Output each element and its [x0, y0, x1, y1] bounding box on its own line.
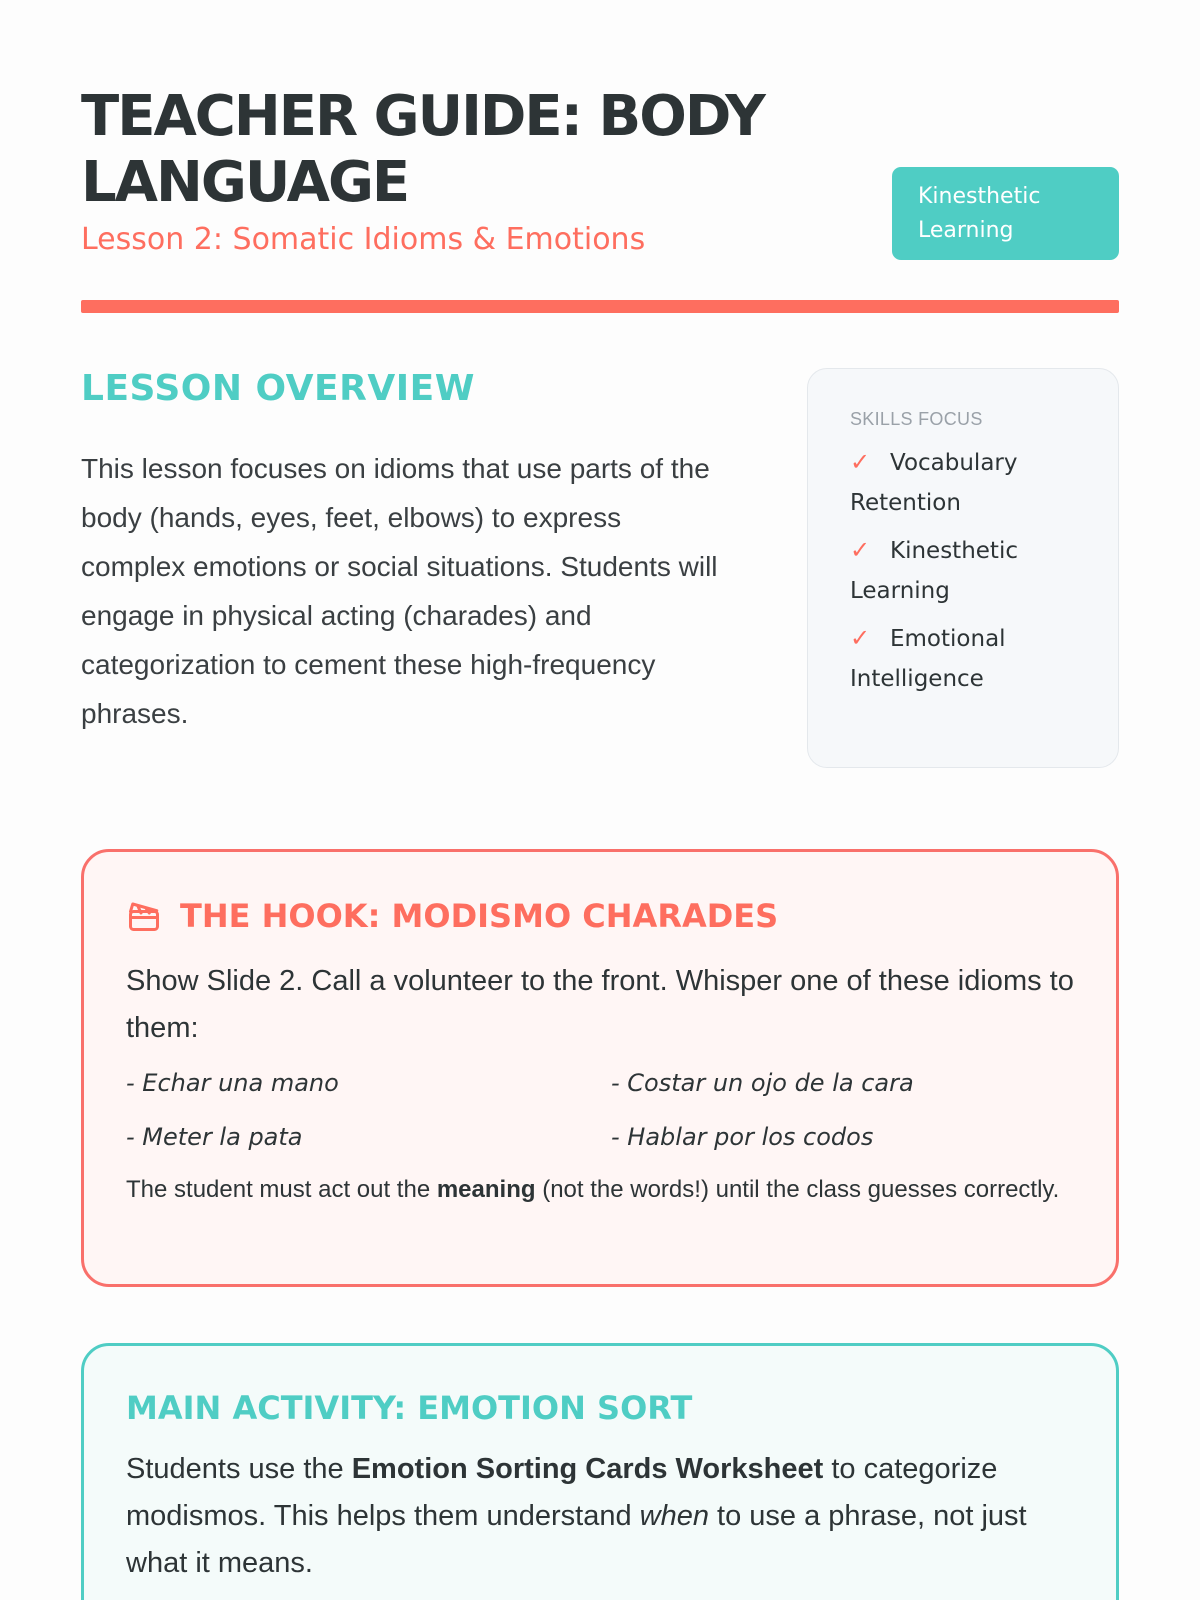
page-title: TEACHER GUIDE: BODY LANGUAGE — [81, 84, 764, 215]
main-activity-text — [126, 1446, 1076, 1587]
activity-text: Students use the — [126, 1453, 352, 1485]
skill-item — [850, 530, 1088, 611]
page-header — [81, 0, 1119, 300]
idiom-item: - Echar una mano — [126, 1069, 339, 1097]
clapperboard-icon — [126, 898, 162, 934]
skill-item — [850, 442, 1088, 523]
skill-label: Emotional Intelligence — [850, 626, 1006, 692]
main-activity-box — [81, 1343, 1119, 1600]
activity-emphasis: when — [639, 1500, 709, 1532]
idiom-item: - Costar un ojo de la cara — [611, 1069, 914, 1097]
lesson-subtitle: Lesson 2: Somatic Idioms & Emotions — [81, 222, 646, 257]
skills-label: SKILLS FOCUS — [850, 409, 983, 429]
hook-note — [126, 1170, 1076, 1210]
skills-focus-card — [807, 368, 1119, 768]
skill-label: Kinesthetic Learning — [850, 538, 1018, 604]
hook-intro: Show Slide 2. Call a volunteer to the front. Whisper one of these idioms to them: — [126, 965, 1074, 1044]
activity-text: to use a phrase, not just what it means. — [126, 1500, 1027, 1579]
note-emphasis: meaning — [436, 1176, 536, 1203]
check-icon: ✓ — [850, 536, 871, 564]
lesson-overview-section — [81, 356, 1119, 836]
worksheet-name: Emotion Sorting Cards Worksheet — [351, 1453, 824, 1485]
activity-text: to categorize modismos. This helps them understand — [126, 1453, 998, 1532]
idiom-item: - Hablar por los codos — [611, 1123, 874, 1151]
note-text: The student must act out the — [126, 1176, 437, 1203]
hook-activity-box — [81, 849, 1119, 1287]
main-activity-heading: MAIN ACTIVITY: EMOTION SORT — [126, 1389, 693, 1427]
overview-body: This lesson focuses on idioms that use parts of the body (hands, eyes, feet, elbows) to express complex emotions or social situations. Students will engage in physical acting (charades) and categorization to cement these high-frequency phrases. — [81, 453, 718, 729]
check-icon: ✓ — [850, 624, 871, 652]
header-divider — [81, 300, 1119, 313]
overview-heading: LESSON OVERVIEW — [81, 368, 475, 409]
idiom-list — [126, 1066, 1076, 1154]
skill-label: Vocabulary Retention — [850, 450, 1018, 516]
note-text: (not the words!) until the class guesses correctly. — [535, 1176, 1060, 1203]
check-icon: ✓ — [850, 448, 871, 476]
hook-header — [126, 894, 1076, 938]
hook-heading: THE HOOK: MODISMO CHARADES — [180, 897, 779, 935]
skill-item — [850, 618, 1088, 699]
learning-style-badge: Kinesthetic Learning — [892, 167, 1119, 260]
idiom-item: - Meter la pata — [126, 1123, 303, 1151]
